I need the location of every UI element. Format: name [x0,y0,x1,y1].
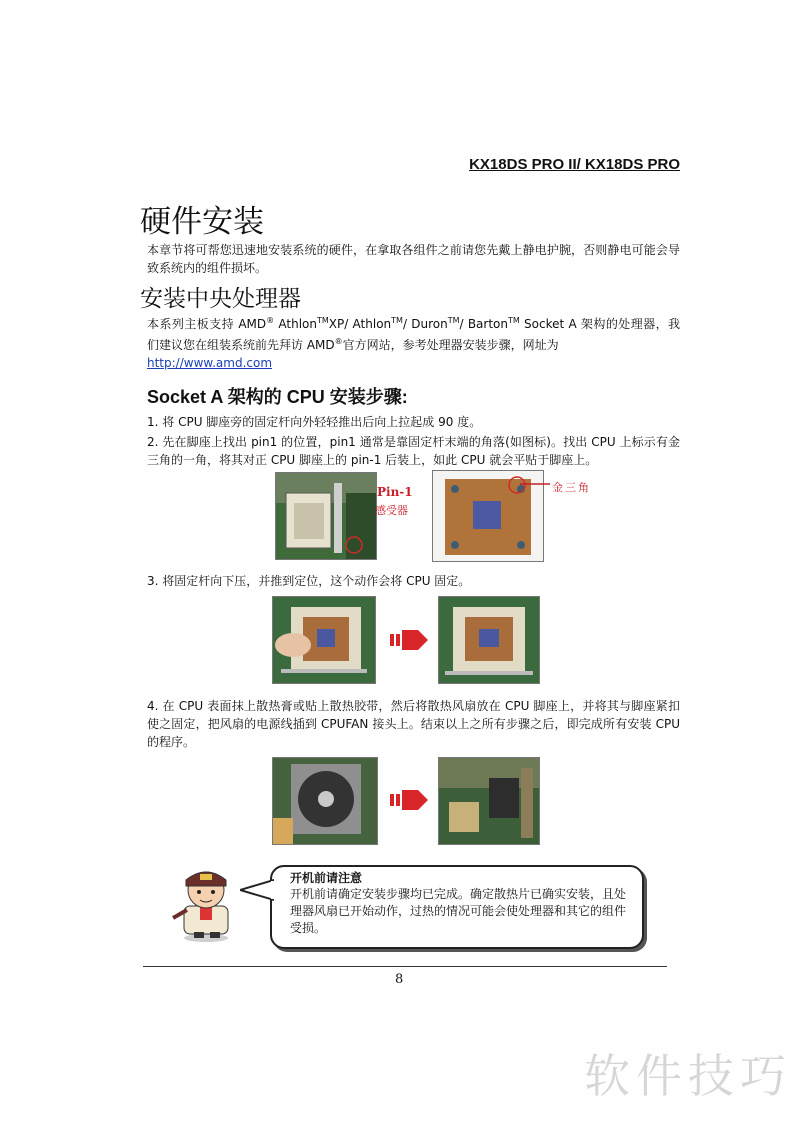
install-step-1: 1. 将 CPU 脚座旁的固定杆向外轻轻推出后向上拉起成 90 度。 [147,415,482,429]
text-fragment: / Barton [459,317,508,331]
socket-pin1-photo [275,472,377,560]
notice-body: 开机前请确定安装步骤均已完成。确定散热片已确实安装，且处理器风扇已开始动作，过热的情况可能会使处理器和其它的组件受损。 [290,887,627,935]
section-title-cpu-install: 安装中央处理器 [140,286,301,312]
text-fragment: XP/ Athlon [328,317,392,331]
fan-install-photo [272,757,378,845]
registered-mark: ® [334,337,343,346]
cpu-locked-photo [438,596,540,684]
pin1-label: Pin-1 [377,485,413,499]
sensor-label: 感受器 [375,504,408,517]
text-fragment: 官方网站，参考处理器安装步骤，网址为 [342,338,559,352]
police-mascot-icon [170,860,242,942]
watermark-text: 软件技巧 [584,1049,792,1103]
notice-title: 开机前请注意 [290,871,363,885]
cpu-support-text [147,312,680,372]
trademark-mark: TM [447,316,460,325]
section-title-socket-a-steps: Socket A 架构的 CPU 安装步骤: [147,387,408,407]
footer-divider [143,966,667,967]
pointer-line [520,482,550,486]
lever-press-photo [272,596,376,684]
section-title-hardware-install: 硬件安装 [140,204,264,240]
trademark-mark: TM [391,316,403,325]
registered-mark: ® [266,316,275,325]
trademark-mark: TM [508,316,520,325]
gold-triangle-label: 金三角 [552,481,591,494]
section-intro-text: 本章节将可帮您迅速地安装系统的硬件，在拿取各组件之前请您先戴上静电护腕，否则静电可能会导致系统内的组件损坏。 [147,243,680,275]
arrow-right-icon [390,788,430,812]
install-step-2: 2. 先在脚座上找出 pin1 的位置，pin1 通常是靠固定杆末端的角落(如图标)。找出 CPU 上标示有金三角的一角，将其对正 CPU 脚座上的 pin-1 后装上，如此 CPU 就会平贴于脚座上。 [147,435,680,467]
install-step-4: 4. 在 CPU 表面抹上散热膏或贴上散热胶带，然后将散热风扇放在 CPU 脚座上，并将其与脚座紧扣使之固定，把风扇的电源线插到 CPUFAN 接头上。结束以上之所有步骤之后，即完成所有安装 CPU 的程序。 [147,699,680,749]
arrow-right-icon [390,628,430,652]
callout-tail [240,876,274,904]
amd-website-link[interactable]: http://www.amd.com [147,356,273,370]
text-fragment: Socket A 架构的处理器，我们建议您在组装系统前先拜访 AMD [147,317,681,352]
trademark-mark: TM [317,316,329,325]
fan-connected-photo [438,757,540,845]
text-fragment: Athlon [274,317,317,331]
text-fragment: / Duron [402,317,448,331]
text-fragment: 本系列主板支持 AMD [147,317,267,331]
page-number: 8 [395,972,404,987]
install-step-3: 3. 将固定杆向下压，并推到定位，这个动作会将 CPU 固定。 [147,574,471,588]
document-model-header: KX18DS PRO II/ KX18DS PRO [469,156,680,173]
